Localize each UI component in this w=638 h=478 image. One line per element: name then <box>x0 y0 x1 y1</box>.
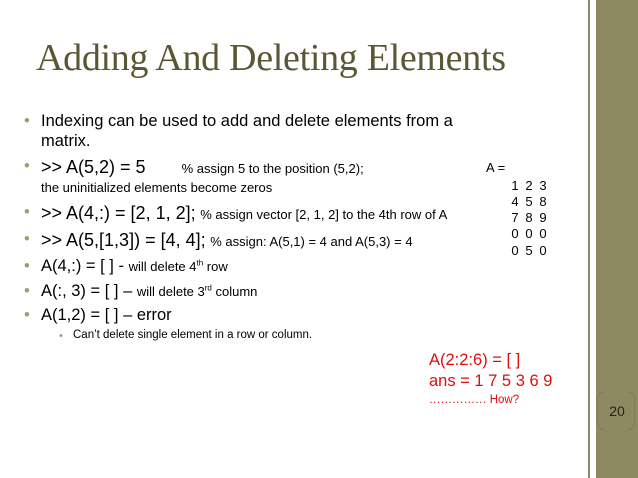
matrix-cell: 0 <box>539 226 547 242</box>
bullet-text: Indexing can be used to add and delete elements from a matrix. <box>41 112 453 150</box>
bullet-marker-icon: • <box>24 203 30 222</box>
sub-bullet-text: Can’t delete single element in a row or column. <box>73 329 313 342</box>
code-text: >> A(4,:) = [2, 1, 2]; <box>41 203 196 224</box>
code-text: A(:, 3) = [ ] – <box>41 281 137 300</box>
matrix-cell: 2 <box>525 178 533 194</box>
bullet-assign-element <box>24 157 464 199</box>
code-text: A(4,:) = [ ] <box>41 256 119 275</box>
matrix-label: A = <box>486 160 506 175</box>
matrix-row <box>508 226 550 242</box>
matrix-cell: 8 <box>525 210 533 226</box>
comment-text: % assign 5 to the position (5,2); <box>181 160 364 176</box>
matrix-cell: 4 <box>511 194 519 210</box>
matrix-cell: 3 <box>539 178 547 194</box>
sub-bullet <box>59 329 464 343</box>
matrix-row <box>508 194 550 210</box>
code-text: >> A(5,2) = 5 <box>41 156 146 177</box>
bullet-marker-icon: • <box>24 112 30 130</box>
bullet-assign-row <box>24 203 464 225</box>
example-box <box>429 350 552 406</box>
example-line3: …………… How? <box>429 393 520 406</box>
matrix-cell: 1 <box>511 178 519 194</box>
matrix-cell: 5 <box>525 194 533 210</box>
desc-text: will delete 3rd column <box>136 283 258 299</box>
page-number: 20 <box>609 403 625 419</box>
matrix-cell: 0 <box>539 242 547 258</box>
matrix-cell: 8 <box>539 194 547 210</box>
bullet-list <box>24 112 464 348</box>
slide-title: Adding And Deleting Elements <box>36 37 506 79</box>
matrix-cell: 0 <box>525 226 533 242</box>
matrix-cell: 0 <box>511 242 519 258</box>
bullet-delete-error <box>24 306 464 343</box>
bullet-marker-icon: • <box>24 306 30 325</box>
comment-text: % assign: A(5,1) = 4 and A(5,3) = 4 <box>210 233 413 249</box>
code-text: >> A(5,[1,3]) = [4, 4]; <box>41 229 206 250</box>
matrix-cell: 7 <box>511 210 519 226</box>
matrix-row <box>508 210 550 226</box>
bullet-assign-multiple <box>24 230 464 252</box>
bullet-marker-icon: • <box>59 330 63 343</box>
bullet-marker-icon: • <box>24 156 30 175</box>
matrix-row <box>508 243 550 259</box>
matrix-cell: 0 <box>511 226 519 242</box>
code-text: A(1,2) = [ ] – error <box>41 306 172 325</box>
example-line2: ans = 1 7 5 3 6 9 <box>429 371 553 390</box>
note-text: the uninitialized elements become zeros <box>41 180 273 196</box>
sidebar-divider <box>588 0 590 478</box>
bullet-marker-icon: • <box>24 281 30 300</box>
matrix-cell: 9 <box>539 210 547 226</box>
matrix-output <box>486 160 550 259</box>
matrix-rows <box>508 178 550 259</box>
comment-text: % assign vector [2, 1, 2] to the 4th row of A <box>200 207 448 223</box>
matrix-row <box>508 178 550 194</box>
bullet-marker-icon: • <box>24 229 30 248</box>
desc-text: will delete 4th row <box>128 258 228 274</box>
example-line1: A(2:2:6) = [ ] <box>429 351 521 369</box>
dash-text: - <box>118 256 129 275</box>
bullet-delete-column <box>24 282 464 302</box>
bullet-indexing <box>24 112 464 152</box>
bullet-delete-row <box>24 257 464 277</box>
bullet-marker-icon: • <box>24 256 30 275</box>
matrix-cell: 5 <box>525 242 533 258</box>
